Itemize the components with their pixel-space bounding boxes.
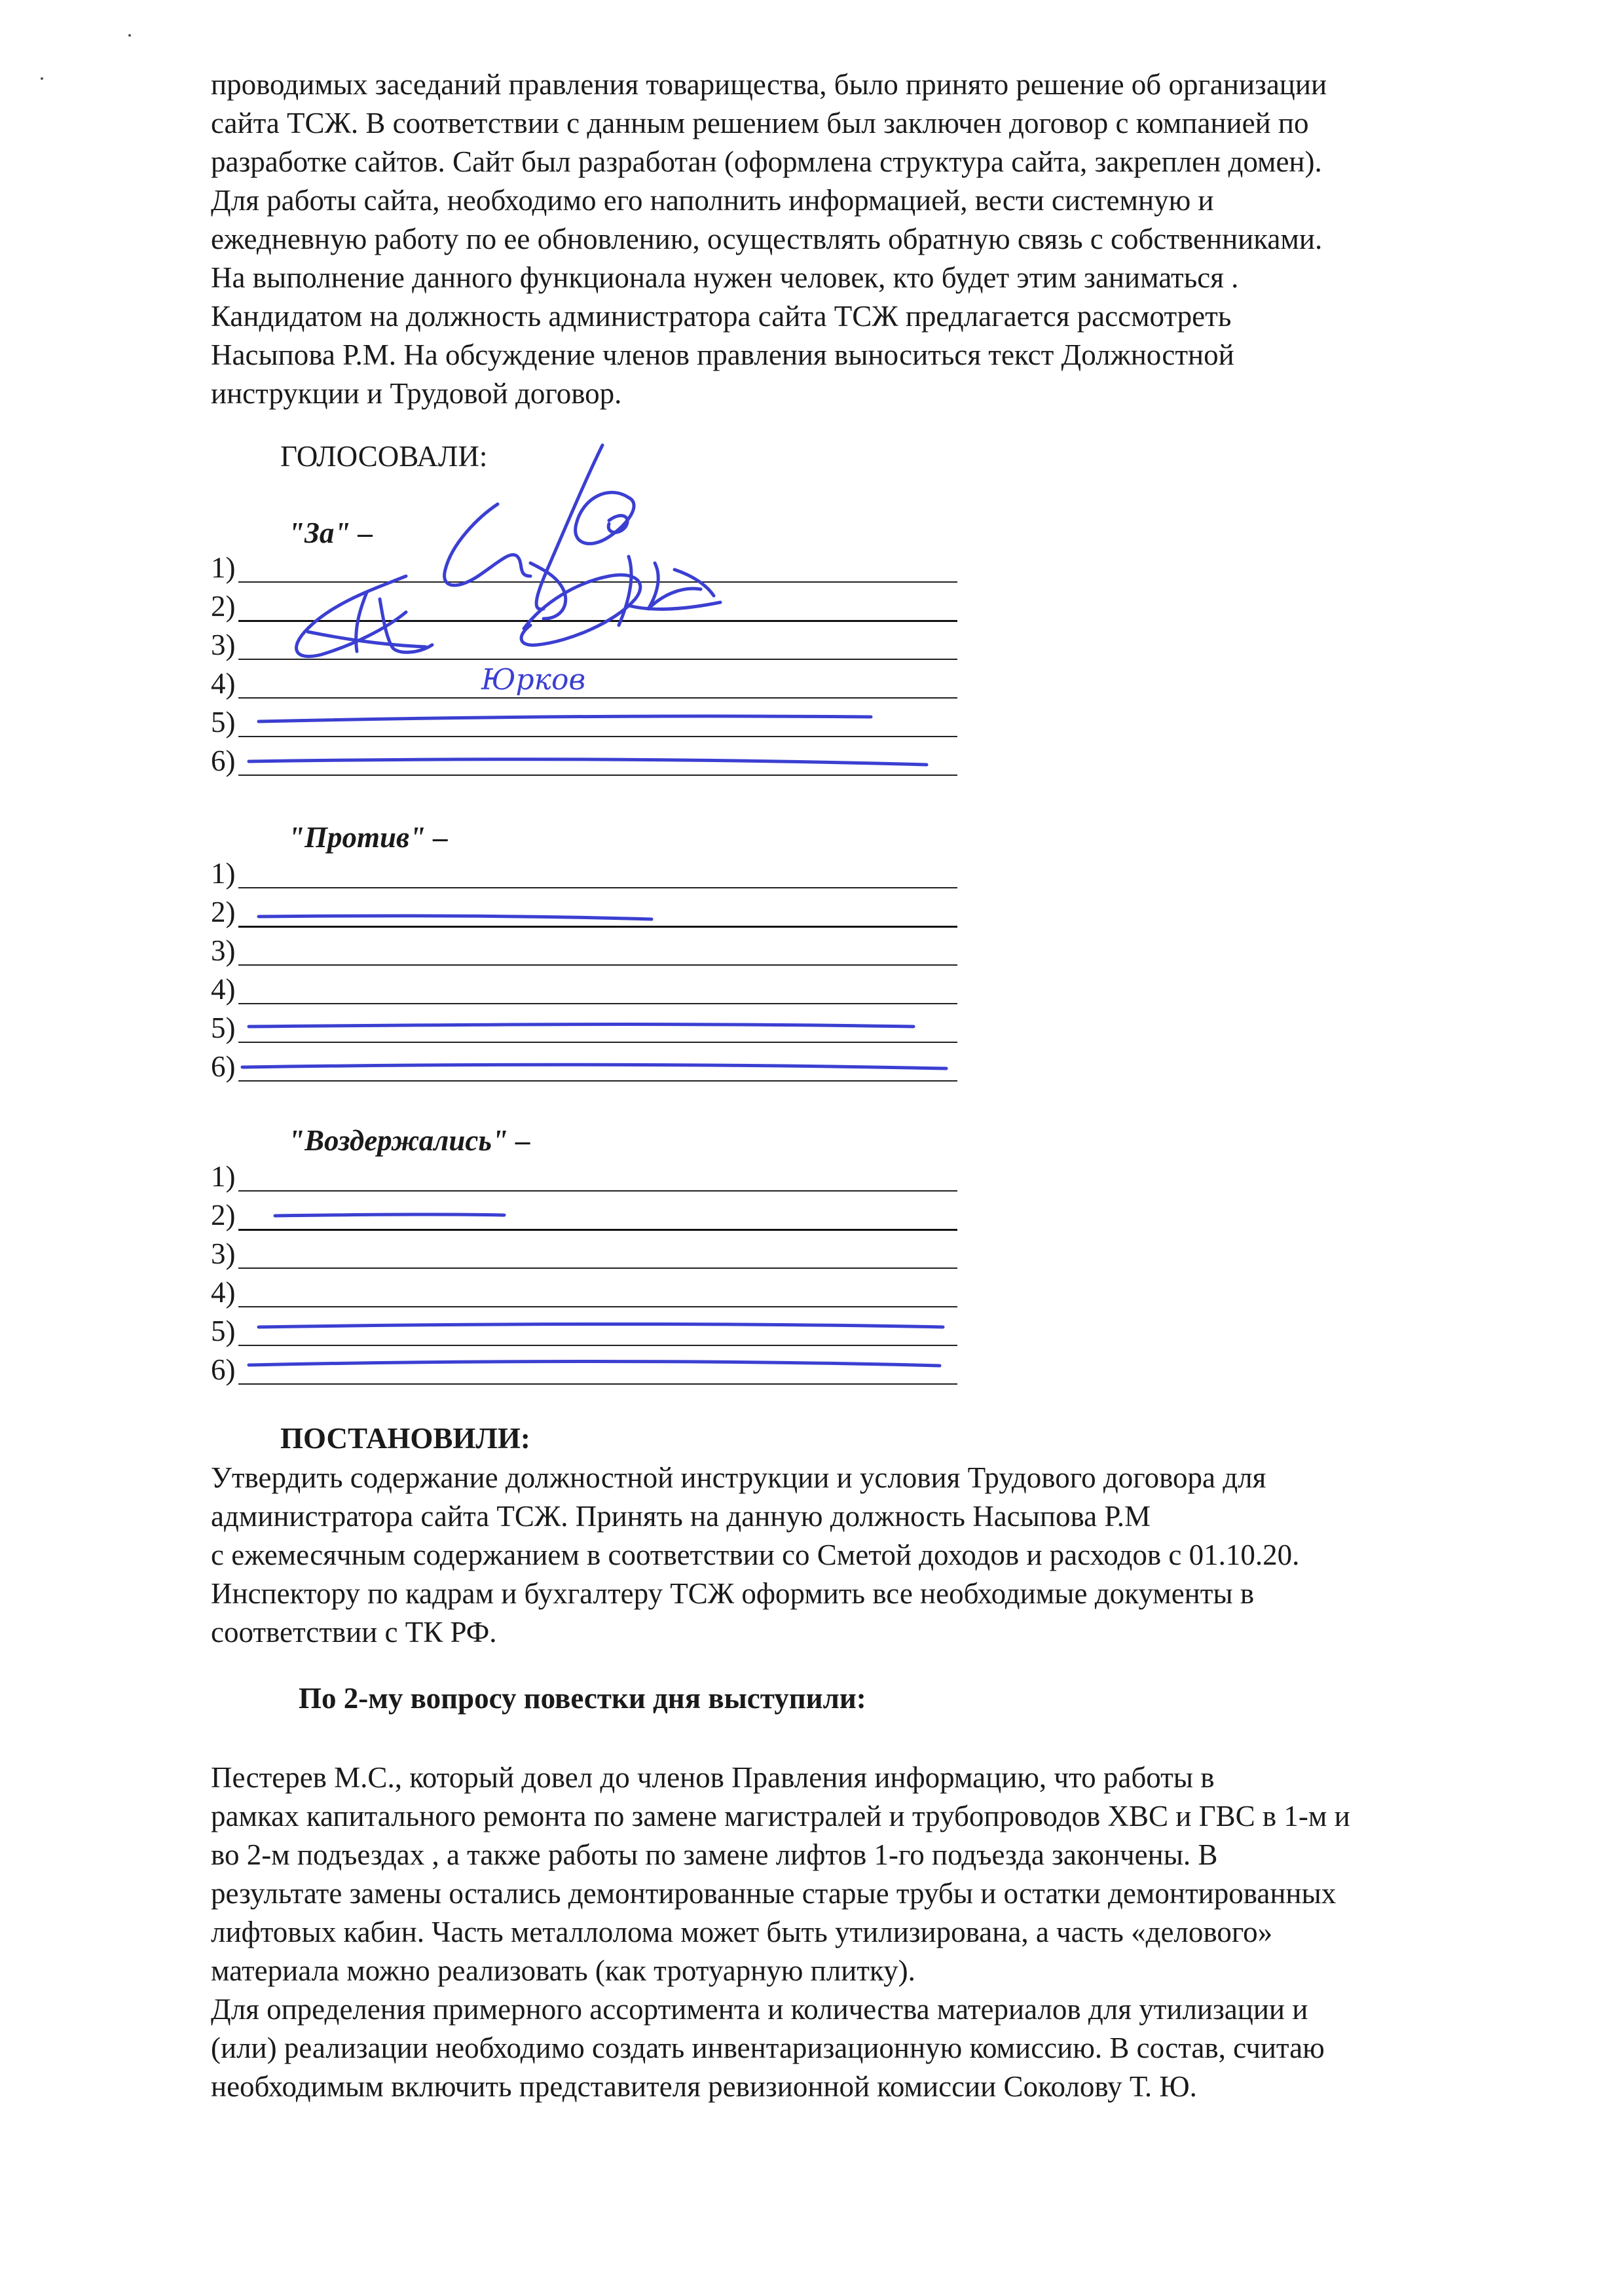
text-line: Насыпова Р.М. На обсуждение членов правления выноситься текст Должностной: [211, 338, 1234, 371]
vote-row: [211, 854, 957, 893]
vote-row: [211, 587, 957, 626]
text-line: с ежемесячным содержанием в соответствии со Сметой доходов и расходов с 01.10.20.: [211, 1539, 1300, 1571]
row-number: 4): [211, 667, 236, 700]
text-line: соответствии с ТК РФ.: [211, 1616, 497, 1649]
vote-row: [211, 626, 957, 665]
row-number: 2): [211, 1199, 236, 1231]
row-number: 2): [211, 590, 236, 623]
resolution-title: ПОСТАНОВИЛИ:: [280, 1422, 530, 1455]
text-line: проводимых заседаний правления товарищества, было принято решение об организации: [211, 68, 1327, 101]
text-line: лифтовых кабин. Часть металлолома может быть утилизирована, а часть «делового»: [211, 1916, 1273, 1948]
signature-line: [238, 620, 957, 622]
signature-line: [238, 697, 957, 699]
text-line: ежедневную работу по ее обновлению, осуществлять обратную связь с собственниками.: [211, 223, 1323, 255]
text-line: инструкции и Трудовой договор.: [211, 377, 622, 410]
signature-line: [238, 736, 957, 737]
scan-speck: [41, 77, 43, 80]
signature-line: [238, 1229, 957, 1231]
vote-row: [211, 665, 957, 703]
signature-line: [238, 1003, 957, 1004]
question2-title: По 2-му вопросу повестки дня выступили:: [299, 1682, 866, 1715]
text-line: сайта ТСЖ. В соответствии с данным решением был заключен договор с компанией по: [211, 107, 1309, 139]
vote-against-list: [211, 854, 957, 1086]
vote-for-list: [211, 549, 957, 780]
signature-line: [238, 1190, 957, 1192]
row-number: 4): [211, 1276, 236, 1309]
row-number: 3): [211, 1237, 236, 1270]
text-line: разработке сайтов. Сайт был разработан (оформлена структура сайта, закреплен домен).: [211, 145, 1322, 178]
signature-line: [238, 1042, 957, 1043]
vote-row: [211, 1009, 957, 1048]
vote-row: [211, 703, 957, 742]
vote-for-label: "За" –: [288, 517, 373, 549]
signature-line: [238, 581, 957, 583]
text-line: администратора сайта ТСЖ. Принять на данную должность Насыпова Р.М: [211, 1500, 1151, 1533]
row-number: 5): [211, 1011, 236, 1044]
row-number: 1): [211, 1160, 236, 1193]
row-number: 4): [211, 973, 236, 1006]
row-number: 1): [211, 551, 236, 584]
intro-paragraph: [211, 65, 1494, 413]
text-line: Для работы сайта, необходимо его наполнить информацией, вести системную и: [211, 184, 1214, 217]
vote-row: [211, 1273, 957, 1312]
vote-row: [211, 1157, 957, 1196]
vote-against-label: "Против" –: [288, 821, 448, 854]
text-line: Пестерев М.С., который довел до членов Правления информацию, что работы в: [211, 1761, 1215, 1794]
row-number: 5): [211, 1315, 236, 1347]
resolution-paragraph: [211, 1459, 1494, 1652]
text-line: во 2-м подъездах , а также работы по замене лифтов 1-го подъезда закончены. В: [211, 1838, 1218, 1871]
vote-row: [211, 1351, 957, 1389]
vote-row: [211, 742, 957, 780]
voting-title: ГОЛОСОВАЛИ:: [280, 440, 488, 473]
vote-row: [211, 1312, 957, 1351]
vote-abstain-list: [211, 1157, 957, 1389]
row-number: 3): [211, 934, 236, 967]
row-number: 5): [211, 706, 236, 738]
row-number: 6): [211, 1050, 236, 1083]
row-number: 1): [211, 857, 236, 890]
text-line: Инспектору по кадрам и бухгалтеру ТСЖ оформить все необходимые документы в: [211, 1577, 1255, 1610]
vote-row: [211, 893, 957, 932]
row-number: 6): [211, 1353, 236, 1386]
row-number: 6): [211, 744, 236, 777]
vote-abstain-label: "Воздержались" –: [288, 1124, 530, 1157]
text-line: (или) реализации необходимо создать инвентаризационную комиссию. В состав, считаю: [211, 2032, 1325, 2064]
signature-line: [238, 659, 957, 660]
signature-line: [238, 964, 957, 966]
signature-text: Юрков: [481, 663, 586, 697]
vote-row: [211, 1196, 957, 1235]
scan-speck: [128, 34, 131, 37]
text-line: Кандидатом на должность администратора сайта ТСЖ предлагается рассмотреть: [211, 300, 1232, 333]
signature-line: [238, 1080, 957, 1082]
signature-line: [238, 1306, 957, 1307]
text-line: необходимым включить представителя ревизионной комиссии Соколову Т. Ю.: [211, 2070, 1197, 2103]
text-line: На выполнение данного функционала нужен человек, кто будет этим заниматься .: [211, 261, 1239, 294]
text-line: материала можно реализовать (как тротуарную плитку).: [211, 1954, 915, 1987]
text-line: рамках капитального ремонта по замене магистралей и трубопроводов ХВС и ГВС в 1-м и: [211, 1800, 1350, 1832]
signature-line: [238, 774, 957, 776]
signature-line: [238, 1345, 957, 1346]
text-line: результате замены остались демонтированные старые трубы и остатки демонтированных: [211, 1877, 1337, 1910]
text-line: Для определения примерного ассортимента и количества материалов для утилизации и: [211, 1993, 1308, 2026]
row-number: 2): [211, 896, 236, 928]
row-number: 3): [211, 629, 236, 661]
question2-paragraph: [211, 1758, 1494, 2106]
signature-line: [238, 1267, 957, 1269]
text-line: Утвердить содержание должностной инструкции и условия Трудового договора для: [211, 1461, 1266, 1494]
vote-row: [211, 1048, 957, 1086]
vote-row: [211, 970, 957, 1009]
signature-line: [238, 926, 957, 928]
vote-row: [211, 549, 957, 587]
signature-line: [238, 1383, 957, 1385]
signature-line: [238, 887, 957, 888]
vote-row: [211, 932, 957, 970]
vote-row: [211, 1235, 957, 1273]
